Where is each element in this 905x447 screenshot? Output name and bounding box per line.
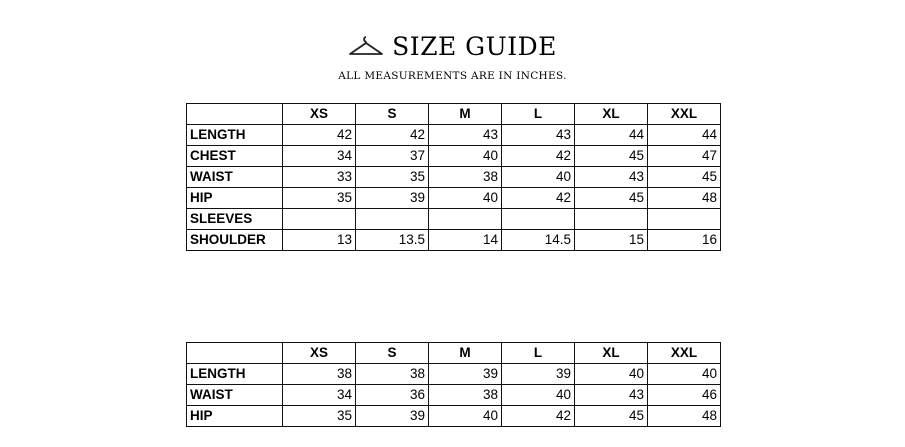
row-label: LENGTH [187, 364, 283, 385]
table-cell: 39 [502, 364, 575, 385]
table-cell: 40 [429, 188, 502, 209]
table-cell: 44 [648, 125, 721, 146]
page-title: SIZE GUIDE [392, 31, 557, 61]
row-label: WAIST [187, 385, 283, 406]
table-cell: 42 [356, 125, 429, 146]
table-cell: 43 [502, 125, 575, 146]
table-cell: 45 [575, 188, 648, 209]
table-row [187, 364, 721, 385]
size-table-bottoms [186, 342, 721, 427]
table-header-row [187, 104, 721, 125]
table-cell: 40 [502, 167, 575, 188]
table-cell: 37 [356, 146, 429, 167]
table-body [187, 125, 721, 251]
row-label: HIP [187, 406, 283, 427]
table-cell: 34 [283, 146, 356, 167]
table-row [187, 230, 721, 251]
table-cell: 48 [648, 406, 721, 427]
table-cell: 35 [283, 406, 356, 427]
table-cell: 40 [575, 364, 648, 385]
row-label: LENGTH [187, 125, 283, 146]
row-label: WAIST [187, 167, 283, 188]
table-cell: 45 [648, 167, 721, 188]
row-label: CHEST [187, 146, 283, 167]
table-cell: 42 [502, 406, 575, 427]
table-cell: 39 [356, 188, 429, 209]
table-row [187, 406, 721, 427]
table-cell: 43 [575, 385, 648, 406]
column-header-m: M [429, 104, 502, 125]
table-cell: 35 [356, 167, 429, 188]
table-cell: 38 [283, 364, 356, 385]
table-cell: 34 [283, 385, 356, 406]
table-cell [648, 209, 721, 230]
table-cell: 16 [648, 230, 721, 251]
table-cell: 14.5 [502, 230, 575, 251]
table-cell: 38 [429, 385, 502, 406]
column-header-xxl: XXL [648, 104, 721, 125]
row-label: SLEEVES [187, 209, 283, 230]
table-cell: 45 [575, 406, 648, 427]
table-cell: 42 [283, 125, 356, 146]
column-header-m: M [429, 343, 502, 364]
table-cell [575, 209, 648, 230]
table-body [187, 364, 721, 427]
table-cell: 13 [283, 230, 356, 251]
table-row [187, 385, 721, 406]
table-row [187, 125, 721, 146]
column-header-l: L [502, 104, 575, 125]
table-cell [429, 209, 502, 230]
size-guide-header [0, 26, 905, 66]
table-cell: 14 [429, 230, 502, 251]
table-cell: 38 [429, 167, 502, 188]
column-header-xs: XS [283, 104, 356, 125]
table-cell: 36 [356, 385, 429, 406]
table-cell: 39 [429, 364, 502, 385]
table-cell: 39 [356, 406, 429, 427]
table-cell: 38 [356, 364, 429, 385]
table-row [187, 209, 721, 230]
column-header [187, 104, 283, 125]
column-header-xl: XL [575, 104, 648, 125]
column-header-s: S [356, 104, 429, 125]
column-header-xxl: XXL [648, 343, 721, 364]
table-cell: 40 [648, 364, 721, 385]
hanger-icon [348, 34, 384, 58]
table-cell [283, 209, 356, 230]
table-cell: 15 [575, 230, 648, 251]
page-subtitle: ALL MEASUREMENTS ARE IN INCHES. [338, 70, 567, 82]
table-cell: 47 [648, 146, 721, 167]
table-header-row [187, 343, 721, 364]
table-cell: 40 [502, 385, 575, 406]
table-cell: 40 [429, 406, 502, 427]
column-header-xl: XL [575, 343, 648, 364]
table-row [187, 188, 721, 209]
table-cell: 42 [502, 146, 575, 167]
table-cell: 35 [283, 188, 356, 209]
table-cell: 46 [648, 385, 721, 406]
table-cell: 43 [429, 125, 502, 146]
table-cell: 45 [575, 146, 648, 167]
table-row [187, 167, 721, 188]
table-row [187, 146, 721, 167]
row-label: SHOULDER [187, 230, 283, 251]
table-cell: 44 [575, 125, 648, 146]
table-cell: 43 [575, 167, 648, 188]
table-cell: 42 [502, 188, 575, 209]
table-cell [502, 209, 575, 230]
table-cell [356, 209, 429, 230]
column-header-s: S [356, 343, 429, 364]
column-header-xs: XS [283, 343, 356, 364]
row-label: HIP [187, 188, 283, 209]
size-table-tops [186, 103, 721, 251]
table-cell: 33 [283, 167, 356, 188]
column-header [187, 343, 283, 364]
table-cell: 13.5 [356, 230, 429, 251]
table-cell: 48 [648, 188, 721, 209]
table-cell: 40 [429, 146, 502, 167]
column-header-l: L [502, 343, 575, 364]
